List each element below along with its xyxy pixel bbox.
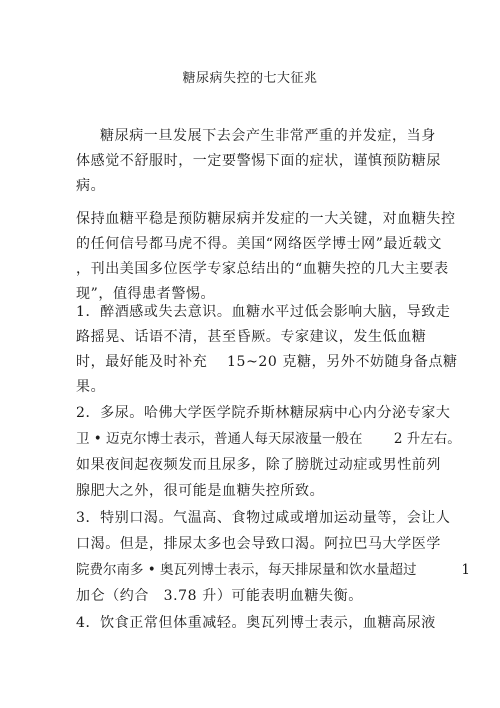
list-item-line: 3．特别口渴。气温高、食物过咸或增加运动量等，会让人 <box>76 510 451 526</box>
list-item-line: 如果夜间起夜频发而且尿多，除了膀胱过动症或男性前列 <box>76 457 441 473</box>
list-item-line: 加仑（约合 3.78 升）可能表明血糖失衡。 <box>76 588 363 604</box>
paragraph-line: 病。 <box>76 178 106 194</box>
list-item-line: 时，最好能及时补充 15~20 克糖，另外不妨随身备点糖 <box>76 354 458 370</box>
document-title: 糖尿病失控的七大征兆 <box>182 71 318 86</box>
list-item-line: 果。 <box>76 379 106 395</box>
paragraph-line: 现”，值得患者警惕。 <box>76 286 216 302</box>
list-item-line: 1．醉酒感或失去意识。血糖水平过低会影响大脑，导致走 <box>76 304 451 320</box>
list-item-line: 4．饮食正常但体重减轻。奥瓦列博士表示，血糖高尿液 <box>76 615 436 631</box>
list-item-line: 腺肥大之外，很可能是血糖失控所致。 <box>76 483 325 499</box>
list-item-line: 卫 • 迈克尔博士表示，普通人每天尿液量一般在 2 升左右。 <box>76 431 461 447</box>
list-item-line: 院费尔南多 • 奥瓦列博士表示，每天排尿量和饮水量超过 1 <box>76 562 470 578</box>
paragraph-line: 体感觉不舒服时，一定要警惕下面的症状，谨慎预防糖尿 <box>76 153 441 169</box>
paragraph-line: ，刊出美国多位医学专家总结出的“血糖失控的几大主要表 <box>76 261 449 277</box>
paragraph-line: 的任何信号都马虎不得。美国“网络医学博士网”最近载文 <box>76 236 442 252</box>
paragraph-line: 保持血糖平稳是预防糖尿病并发症的一大关键，对血糖失控 <box>76 211 456 227</box>
paragraph-line: 糖尿病一旦发展下去会产生非常严重的并发症，当身 <box>100 128 436 144</box>
list-item-line: 路摇晃、话语不清，甚至昏厥。专家建议，发生低血糖 <box>76 329 427 345</box>
list-item-line: 口渴。但是，排尿太多也会导致口渴。阿拉巴马大学医学 <box>76 536 441 552</box>
list-item-line: 2．多尿。哈佛大学医学院乔斯林糖尿病中心内分泌专家大 <box>76 405 451 421</box>
